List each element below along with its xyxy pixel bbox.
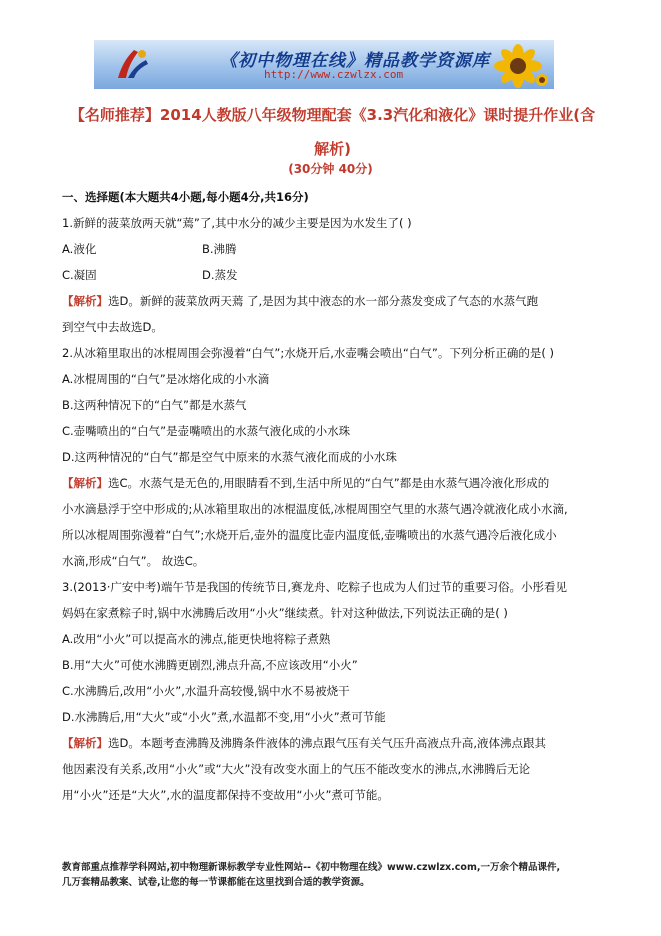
q1-option-d: D.蒸发 [202,268,238,282]
q1-stem: 1.新鲜的菠菜放两天就“蔫”了,其中水分的减少主要是因为水发生了( ) [62,216,412,230]
page-footer [62,860,622,890]
q3-stem-line-2: 妈妈在家煮粽子时,锅中水沸腾后改用“小火”继续煮。针对这种做法,下列说法正确的是( ) [62,606,508,620]
analysis-tag: 【解析】 [62,736,108,750]
q1-analysis-text: 选D。新鲜的菠菜放两天蔫 了,是因为其中液态的水一部分蒸发变成了气态的水蒸气跑 [108,294,539,308]
q3-stem-line-1: 3.(2013·广安中考)端午节是我国的传统节日,赛龙舟、吃粽子也成为人们过节的重要习俗。小彤看见 [62,580,568,594]
document-title-line-1: 【名师推荐】2014人教版八年级物理配套《3.3汽化和液化》课时提升作业(含 [69,106,596,124]
time-score: (30分钟 40分) [288,162,373,176]
q3-option-a: A.改用“小火”可以提高水的沸点,能更快地将粽子煮熟 [62,632,331,646]
footer-line-1: 教育部重点推荐学科网站,初中物理新课标教学专业性网站--《初中物理在线》www.czwlzx.com,一万余个精品课件, [62,862,561,873]
q2-analysis-line-2: 小水滴悬浮于空中形成的;从冰箱里取出的冰棍温度低,冰棍周围空气里的水蒸气遇冷就液化成小水滴, [62,502,568,516]
document-title-line-2: 解析) [314,140,351,158]
header-banner [94,40,554,89]
q2-stem: 2.从冰箱里取出的冰棍周围会弥漫着“白气”;水烧开后,水壶嘴会喷出“白气”。下列分析正确的是( ) [62,346,554,360]
q1-analysis-line-1 [62,294,538,308]
q1-option-c: C.凝固 [62,268,97,282]
q2-option-a: A.冰棍周围的“白气”是冰熔化成的小水滴 [62,372,270,386]
q2-analysis-line-4: 水滴,形成“白气”。 故选C。 [62,554,205,568]
q2-analysis-line-3: 所以冰棍周围弥漫着“白气”;水烧开后,壶外的温度比壶内温度低,壶嘴喷出的水蒸气遇冷后液化成小 [62,528,557,542]
q3-option-c: C.水沸腾后,改用“小火”,水温升高较慢,锅中水不易被烧干 [62,684,350,698]
q3-analysis-line-2: 他因素没有关系,改用“小火”或“大火”没有改变水面上的气压不能改变水的沸点,水沸腾后无论 [62,762,531,776]
banner-title: 《初中物理在线》精品教学资源库 [220,51,490,71]
q3-analysis-line-3: 用“小火”还是“大火”,水的温度都保持不变故用“小火”煮可节能。 [62,788,389,802]
q2-analysis-line-1 [62,476,549,490]
q3-option-b: B.用“大火”可使水沸腾更剧烈,沸点升高,不应该改用“小火” [62,658,358,672]
section-heading: 一、选择题(本大题共4小题,每小题4分,共16分) [62,190,309,204]
q2-option-c: C.壶嘴喷出的“白气”是壶嘴喷出的水蒸气液化成的小水珠 [62,424,351,438]
q3-analysis-text: 选D。本题考查沸腾及沸腾条件液体的沸点跟气压有关气压升高液点升高,液体沸点跟其 [108,736,547,750]
q2-option-b: B.这两种情况下的“白气”都是水蒸气 [62,398,247,412]
q1-option-b: B.沸腾 [202,242,237,256]
q1-option-a: A.液化 [62,242,97,256]
sunflower-icon [478,42,548,88]
q3-option-d: D.水沸腾后,用“大火”或“小火”煮,水温都不变,用“小火”煮可节能 [62,710,386,724]
analysis-tag: 【解析】 [62,294,108,308]
q2-option-d: D.这两种情况的“白气”都是空气中原来的水蒸气液化而成的小水珠 [62,450,397,464]
q2-analysis-text: 选C。水蒸气是无色的,用眼睛看不到,生活中所见的“白气”都是由水蒸气遇冷液化形成的 [108,476,550,490]
site-logo-icon [112,44,152,84]
document-title [60,98,605,166]
q3-analysis-line-1 [62,736,546,750]
footer-line-2: 几万套精品教案、试卷,让您的每一节课都能在这里找到合适的教学资源。 [62,877,370,888]
banner-url: http://www.czwlzx.com [264,68,404,81]
analysis-tag: 【解析】 [62,476,108,490]
q1-analysis-line-2: 到空气中去故选D。 [62,320,163,334]
